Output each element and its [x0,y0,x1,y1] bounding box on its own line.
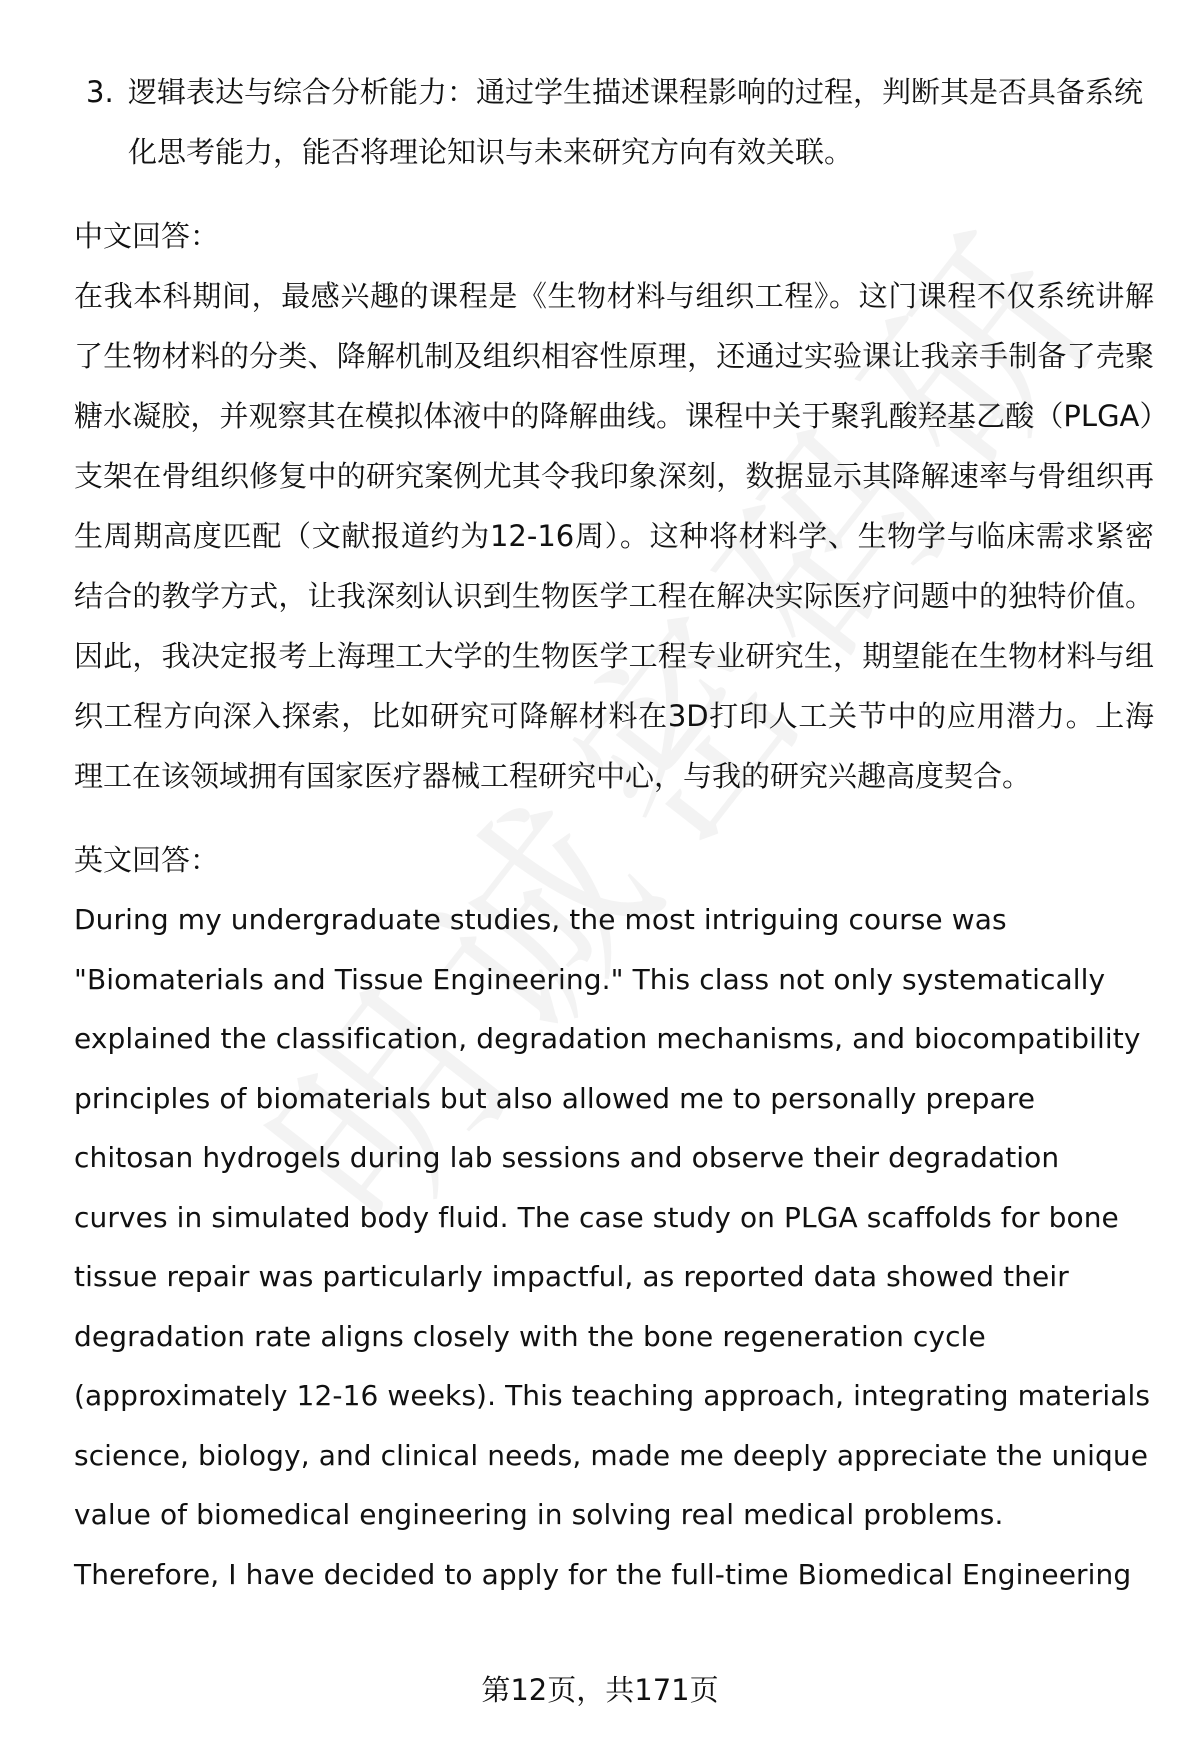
criteria-number: 3. [86,75,114,109]
chinese-answer-heading: 中文回答： [74,219,220,253]
criteria-text: 逻辑表达与综合分析能力：通过学生描述课程影响的过程，判断其是否具备系统化思考能力，能否将理论知识与未来研究方向有效关联。 [128,75,1144,169]
chinese-answer-body: 在我本科期间，最感兴趣的课程是《生物材料与组织工程》。这门课程不仅系统讲解了生物材料的分类、降解机制及组织相容性原理，还通过实验课让我亲手制备了壳聚糖水凝胶，并观察其在模拟体液中的降解曲线。课程中关于聚乳酸羟基乙酸（PLGA）支架在骨组织修复中的研究案例尤其令我印象深刻，数据显示其降解速率与骨组织再生周期高度匹配（文献报道约为12-16周）。这种将材料学、生物学与临床需求紧密结合的教学方式，让我深刻认识到生物医学工程在解决实际医疗问题中的独特价值。因此，我决定报考上海理工大学的生物医学工程专业研究生，期望能在生物材料与组织工程方向深入探索，比如研究可降解材料在3D打印人工关节中的应用潜力。上海理工在该领域拥有国家医疗器械工程研究中心，与我的研究兴趣高度契合。 [74,279,1154,793]
page-content [74,62,1154,1604]
page-number-footer: 第12页，共171页 [481,1673,719,1707]
criteria-item [74,62,1154,182]
english-answer-heading: 英文回答： [74,843,220,877]
english-answer-body: During my undergraduate studies, the most intriguing course was "Biomaterials and Tissue Engineering." This class not only systematically explained the classification, degradation mechanisms, and biocompatibility principles of biomaterials but also allowed me to personally prepare chitosan hydrogels during lab sessions and observe their degradation curves in simulated body fluid. The case study on PLGA scaffolds for bone tissue repair was particularly impactful, as reported data showed their degradation rate aligns closely with the bone regeneration cycle (approximately 12-16 weeks). This teaching approach, integrating materials science, biology, and clinical needs, made me deeply appreciate the unique value of biomedical engineering in solving real medical problems. Therefore, I have decided to apply for the full-time Biomedical Engineering [74,903,1151,1591]
